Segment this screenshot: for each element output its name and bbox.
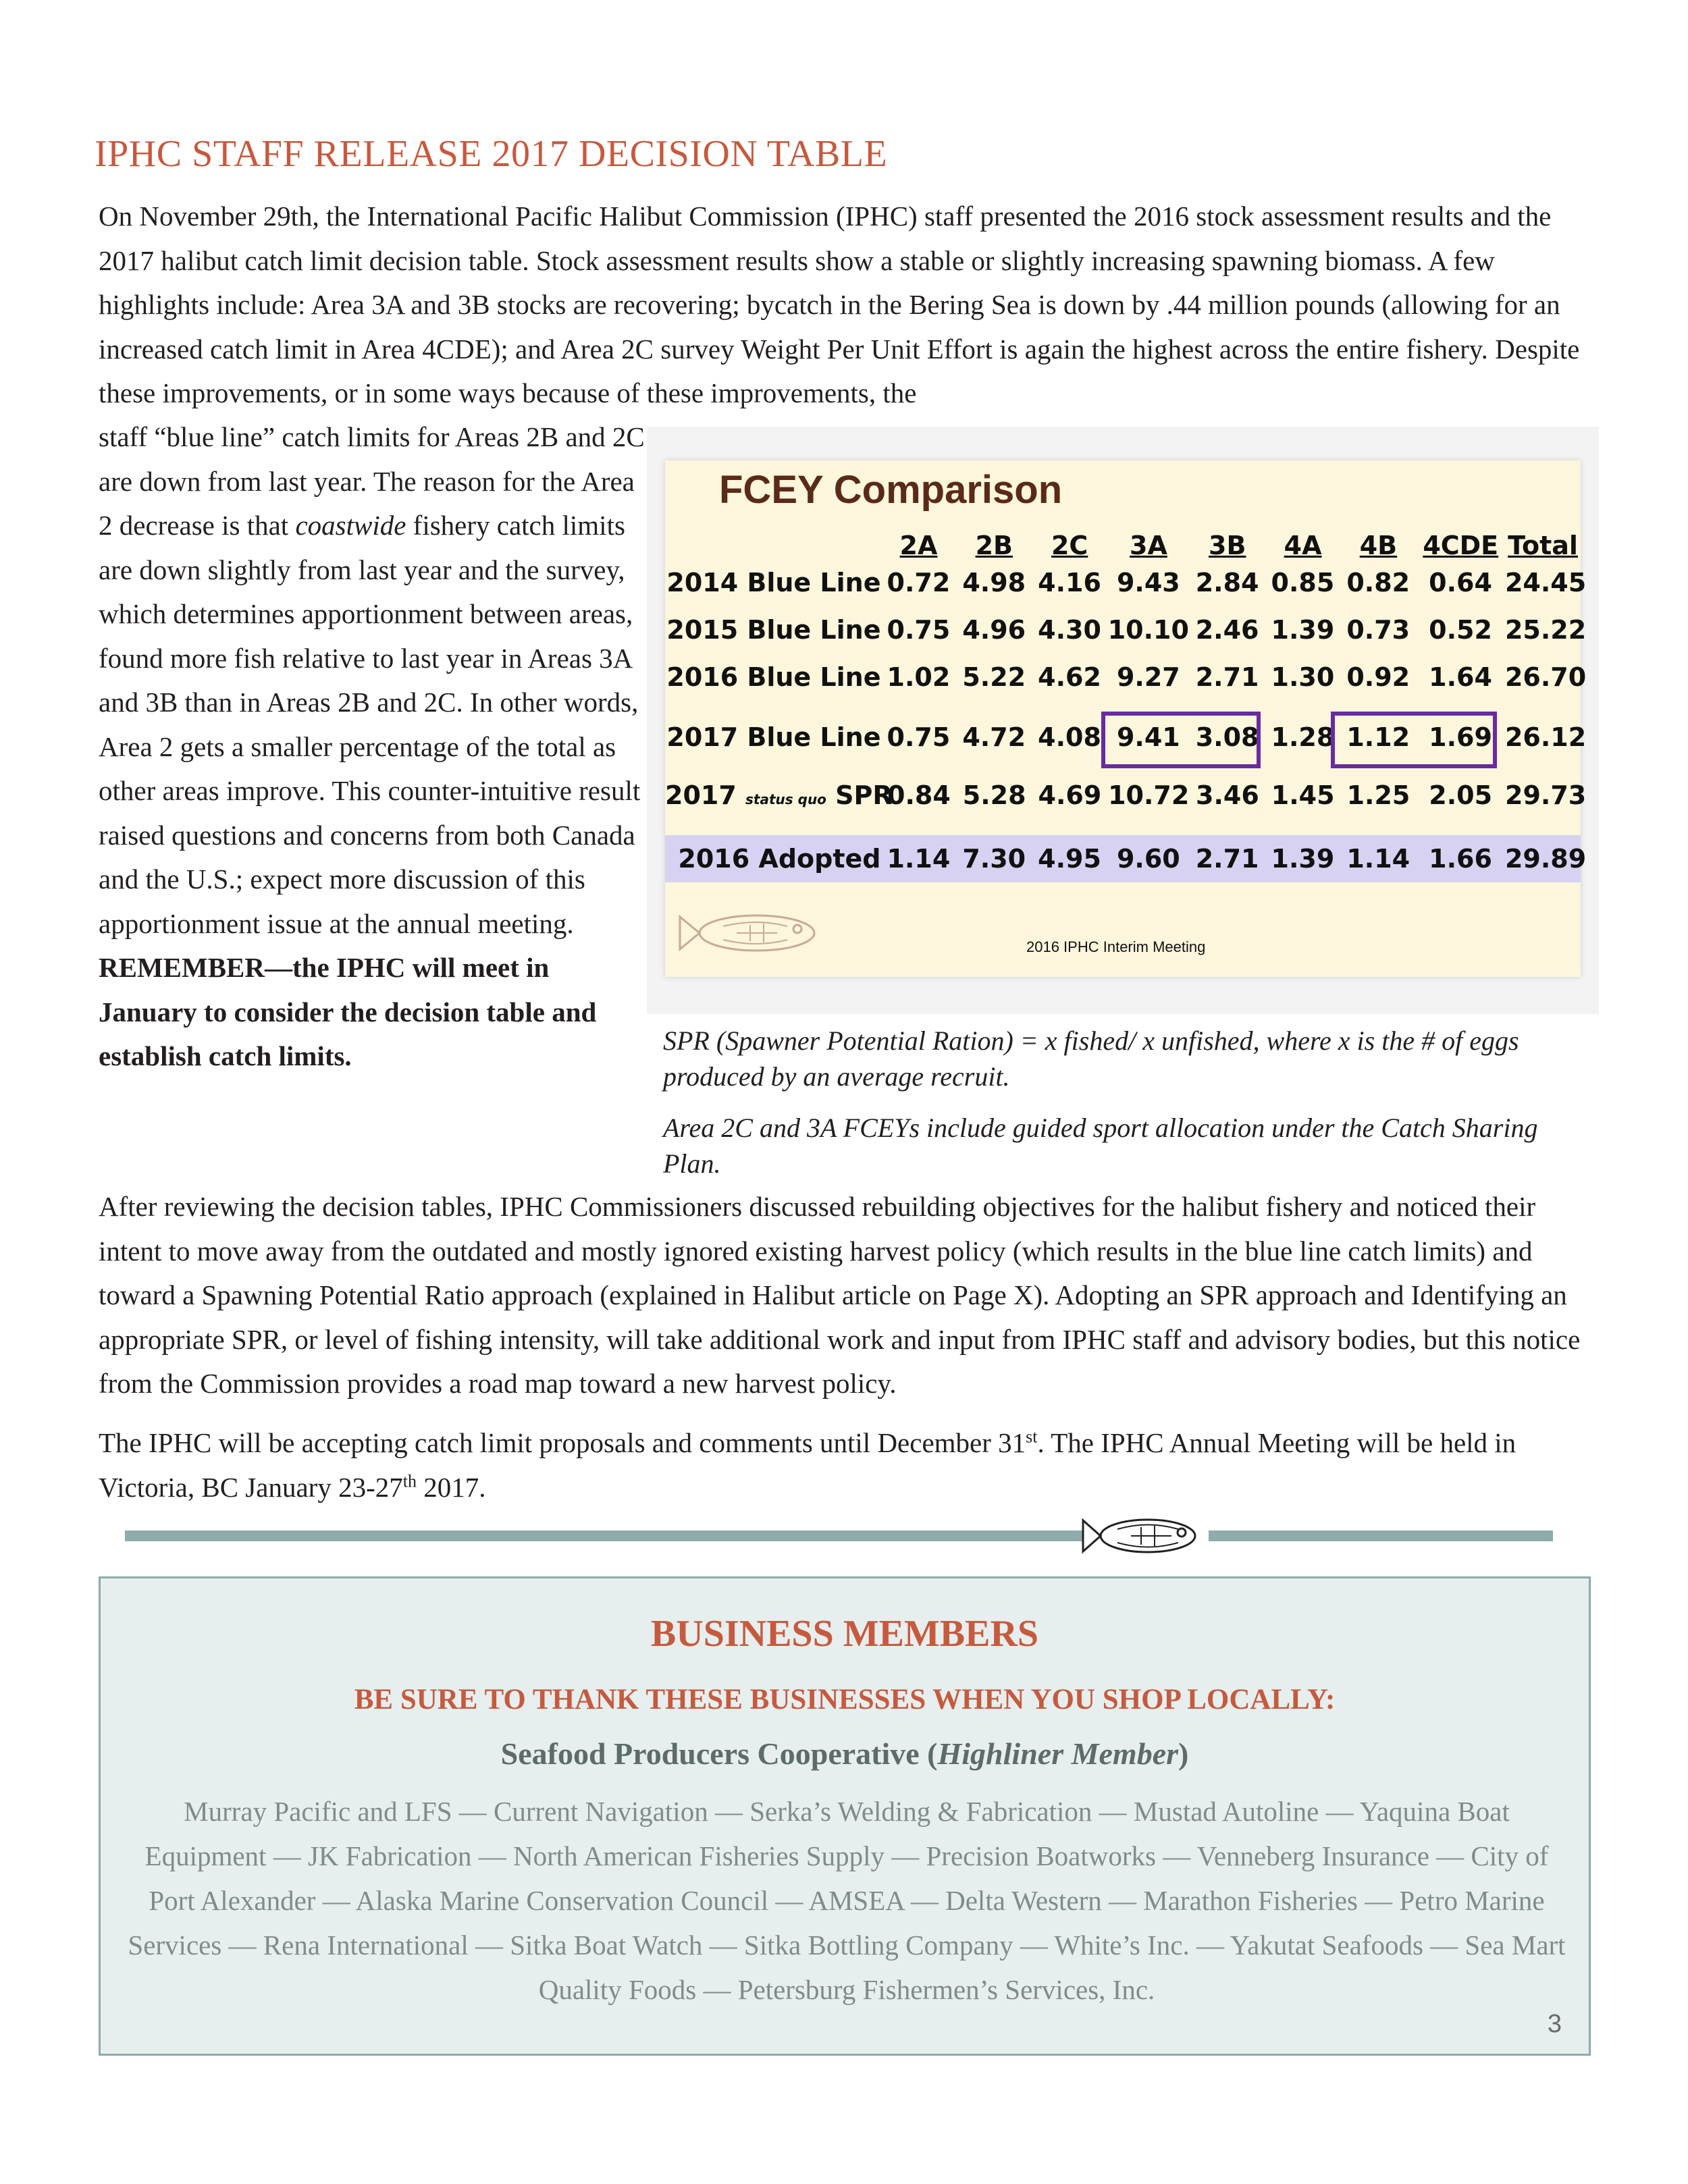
fcey-cell: 5.28 xyxy=(962,780,1026,810)
fcey-cell: 29.89 xyxy=(1504,844,1587,874)
side-paragraph xyxy=(99,415,652,1079)
fcey-cell: 1.69 xyxy=(1429,722,1492,752)
fcey-spr-year: 2017 xyxy=(665,780,737,810)
fcey-cell: 1.30 xyxy=(1271,662,1335,692)
fcey-caption: Area 2C and 3A FCEYs include guided sport allocation under the Catch Sharing Plan. xyxy=(663,1113,1538,1179)
fcey-cell: 4.96 xyxy=(962,615,1026,645)
fcey-cell: 0.64 xyxy=(1429,568,1492,597)
fcey-cell: 1.25 xyxy=(1346,780,1410,810)
highliner-text-b: ) xyxy=(1178,1736,1189,1771)
fcey-col-total: Total xyxy=(1508,531,1578,560)
fcey-spr-status: status quo xyxy=(745,791,826,807)
fcey-cell: 1.28 xyxy=(1271,722,1335,752)
page-number: 3 xyxy=(1547,2010,1562,2038)
fcey-cell: 3.08 xyxy=(1195,722,1259,752)
fcey-cell: 0.82 xyxy=(1346,568,1410,597)
fcey-cell: 2.71 xyxy=(1195,662,1259,692)
fcey-cell: 1.14 xyxy=(887,844,951,874)
fcey-row-label: 2016 Adopted xyxy=(678,844,881,874)
decision-paragraph: After reviewing the decision tables, IPHC Commissioners discussed rebuilding objectives for the halibut fishery and noticed their intent to move away from the outdated and mostly ignored existing harvest policy (which results in the blue line catch limits) and toward a Spawning Potential Ratio approach (explained in Halibut article on Page X). Adopting an SPR approach and Identifying an appropriate SPR, or level of fishing intensity, will take additional work and input from IPHC staff and advisory bodies, but this notice from the Commission provides a road map toward a new harvest policy. xyxy=(99,1191,1581,1399)
fcey-cell: 4.62 xyxy=(1038,662,1101,692)
fcey-cell: 4.08 xyxy=(1038,722,1101,752)
fcey-spr-label: SPR xyxy=(835,780,893,810)
side-text-emphasis: coastwide xyxy=(295,510,406,541)
highlight-box-3a-3b xyxy=(1101,712,1261,768)
fcey-cell: 1.12 xyxy=(1346,722,1410,752)
fcey-comparison-table xyxy=(665,460,1587,977)
fcey-col-3a: 3A xyxy=(1130,531,1167,560)
fcey-cell: 0.84 xyxy=(887,780,951,810)
fcey-col-3b: 3B xyxy=(1209,531,1246,560)
spr-caption: SPR (Spawner Potential Ration) = x fished/ x unfished, where x is the # of eggs produced by an average recruit. xyxy=(663,1026,1519,1092)
fcey-cell: 7.30 xyxy=(962,844,1026,874)
halibut-fish-icon xyxy=(676,906,838,960)
fcey-col-4cde: 4CDE xyxy=(1423,531,1499,560)
fcey-cell: 2.84 xyxy=(1195,568,1259,597)
fcey-cell: 0.52 xyxy=(1429,615,1492,645)
meeting-paragraph xyxy=(99,1421,1584,1510)
fcey-cell: 24.45 xyxy=(1504,568,1587,597)
fcey-cell: 4.69 xyxy=(1038,780,1102,810)
highlight-box-4b-4cde xyxy=(1331,712,1497,768)
side-text-b: fishery catch limits are down slightly from last year and the survey, which determines apportionment between areas, found more fish relative to last year in Areas 3A and 3B than in Areas 2B and 2C. In other words, Area 2 gets a smaller percentage of the total as other areas improve. This counter-intuitive result raised questions and concerns from both Canada and the U.S.; expect more discussion of this apportionment issue at the annual meeting. xyxy=(99,510,641,939)
fcey-cell: 0.73 xyxy=(1346,615,1410,645)
fcey-cell: 1.02 xyxy=(887,662,951,692)
fcey-source-note: 2016 IPHC Interim Meeting xyxy=(1026,938,1206,955)
business-members-box xyxy=(99,1576,1591,2056)
fcey-cell: 10.10 xyxy=(1107,615,1189,645)
business-members-list: Murray Pacific and LFS — Current Navigation — Serka’s Welding & Fabrication — Mustad Autoline — Yaquina Boat Equipment — JK Fabrication — North American Fisheries Supply — Precision Boatworks — Venneberg Insurance — City of Port Alexander — Alaska Marine Conservation Council — AMSEA — Delta Western — Marathon Fisheries — Petro Marine Services — Rena International — Sitka Boat Watch — Sitka Bottling Company — White’s Inc. — Yakutat Seafoods — Sea Mart Quality Foods — Petersburg Fishermen’s Services, Inc. xyxy=(128,1796,1566,2005)
meeting-sup-th: th xyxy=(402,1470,417,1491)
fcey-cell: 4.72 xyxy=(962,722,1026,752)
fcey-cell: 1.45 xyxy=(1271,780,1335,810)
fcey-row-2016-adopted xyxy=(665,835,1587,882)
fcey-row-2014 xyxy=(665,562,1587,604)
fcey-cell: 3.46 xyxy=(1196,780,1259,810)
fcey-cell: 1.14 xyxy=(1346,844,1410,874)
fcey-cell: 2.46 xyxy=(1195,615,1259,645)
article-title: IPHC STAFF RELEASE 2017 DECISION TABLE xyxy=(95,133,888,175)
highliner-text-a: Seafood Producers Cooperative ( xyxy=(500,1736,938,1771)
fcey-row-2016 xyxy=(665,656,1587,698)
fcey-cell: 1.39 xyxy=(1271,615,1335,645)
section-divider-right xyxy=(1209,1530,1553,1541)
fcey-col-4b: 4B xyxy=(1359,531,1398,560)
highliner-member xyxy=(101,1736,1589,1772)
fcey-title: FCEY Comparison xyxy=(719,468,1063,512)
fcey-col-2c: 2C xyxy=(1051,531,1088,560)
fcey-cell: 0.75 xyxy=(887,615,951,645)
fcey-cell: 9.43 xyxy=(1116,568,1180,597)
fcey-cell: 1.64 xyxy=(1429,662,1492,692)
fcey-header-row xyxy=(665,528,1581,563)
meeting-text-c: 2017. xyxy=(416,1471,486,1503)
fcey-cell: 2.71 xyxy=(1195,844,1259,874)
fcey-cell: 26.12 xyxy=(1504,722,1587,752)
fcey-row-label: 2016 Blue Line xyxy=(666,662,881,692)
fcey-cell: 10.72 xyxy=(1108,780,1190,810)
fcey-cell: 0.85 xyxy=(1271,568,1335,597)
meeting-text-a: The IPHC will be accepting catch limit proposals and comments until December 31 xyxy=(99,1427,1026,1458)
halibut-divider-icon xyxy=(1080,1512,1215,1560)
side-text-a: staff “blue line” catch limits for Areas 2B and 2C are down from last year. The reason for the Area 2 decrease is that xyxy=(99,421,645,541)
side-text-reminder: REMEMBER—the IPHC will meet in January to consider the decision table and establish catch limits. xyxy=(99,952,597,1071)
meeting-sup-st: st xyxy=(1026,1427,1038,1447)
fcey-cell: 4.16 xyxy=(1038,568,1101,597)
business-members-title: BUSINESS MEMBERS xyxy=(650,1613,1039,1655)
fcey-cell: 9.41 xyxy=(1116,722,1180,752)
fcey-col-4a: 4A xyxy=(1284,531,1322,560)
fcey-cell: 2.05 xyxy=(1429,780,1493,810)
meeting-text-b: . The IPHC Annual Meeting will be held in Victoria, BC January 23-27 xyxy=(99,1427,1516,1503)
fcey-cell: 0.72 xyxy=(887,568,951,597)
highliner-text-emphasis: Highliner Member xyxy=(937,1736,1179,1771)
fcey-cell: 4.98 xyxy=(962,568,1026,597)
intro-paragraph: On November 29th, the International Pacific Halibut Commission (IPHC) staff presented the 2016 stock assessment results and the 2017 halibut catch limit decision table. Stock assessment results show a stable or slightly increasing spawning biomass. A few highlights include: Area 3A and 3B stocks are recovering; bycatch in the Bering Sea is down by .44 million pounds (allowing for an increased catch limit in Area 4CDE); and Area 2C survey Weight Per Unit Effort is again the highest across the entire fishery. Despite these improvements, or in some ways because of these improvements, the xyxy=(99,201,1580,408)
fcey-col-2a: 2A xyxy=(899,531,938,560)
fcey-cell: 1.39 xyxy=(1271,844,1335,874)
fcey-cell: 0.92 xyxy=(1346,662,1410,692)
fcey-cell: 4.95 xyxy=(1038,844,1101,874)
fcey-cell: 0.75 xyxy=(887,722,951,752)
fcey-cell: 25.22 xyxy=(1504,615,1587,645)
fcey-row-label: 2014 Blue Line xyxy=(666,568,881,597)
fcey-row-label xyxy=(665,780,893,810)
fcey-cell: 9.27 xyxy=(1116,662,1180,692)
business-members-subtitle: BE SURE TO THANK THESE BUSINESSES WHEN YOU SHOP LOCALLY: xyxy=(354,1684,1336,1715)
fcey-row-label: 2015 Blue Line xyxy=(666,615,881,645)
fcey-row-2015 xyxy=(665,609,1587,651)
fcey-cell: 1.66 xyxy=(1429,844,1492,874)
fcey-cell: 4.30 xyxy=(1038,615,1101,645)
fcey-cell: 29.73 xyxy=(1505,780,1587,810)
fcey-row-label: 2017 Blue Line xyxy=(666,722,881,752)
fcey-cell: 26.70 xyxy=(1504,662,1587,692)
fcey-col-2b: 2B xyxy=(975,531,1013,560)
fcey-cell: 9.60 xyxy=(1116,844,1180,874)
section-divider-left xyxy=(125,1530,1090,1541)
fcey-row-2017-spr xyxy=(665,774,1587,816)
fcey-cell: 5.22 xyxy=(962,662,1026,692)
